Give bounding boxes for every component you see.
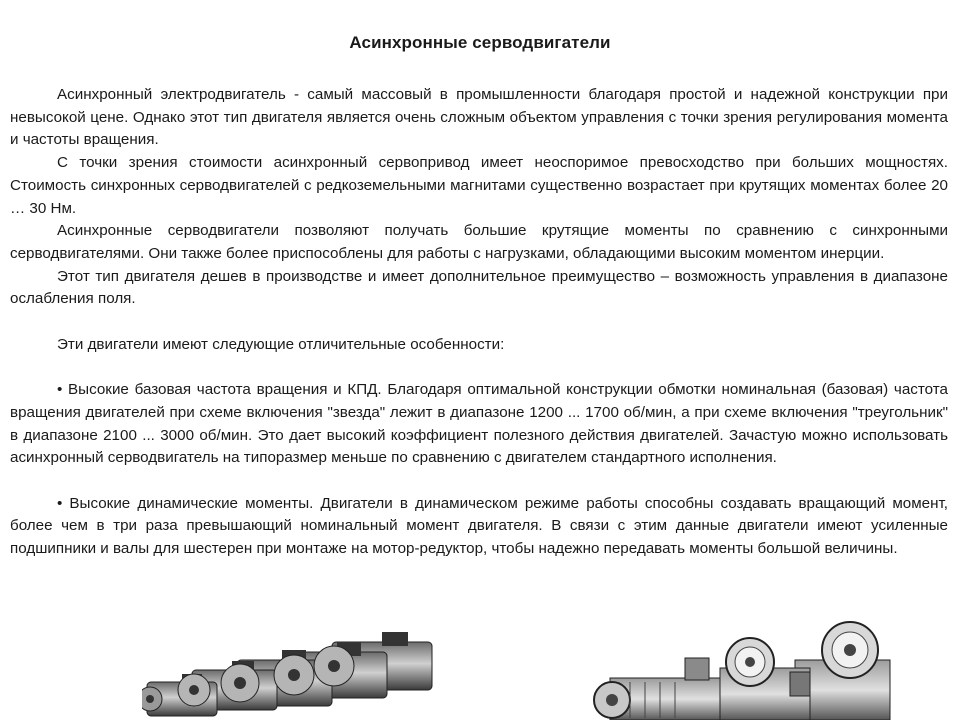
servo-motors-photo xyxy=(142,630,442,720)
paragraph-cost: С точки зрения стоимости асинхронный сервопривод имеет неоспоримое превосходство при больших мощностях. Стоимость синхронных серводвигателей с редкоземельными магнитами существенно возрастает при крутящих моментах более 20 … 30 Нм. xyxy=(10,154,948,217)
body-text xyxy=(10,84,948,561)
industrial-motors-photo xyxy=(590,620,900,720)
paragraph-production: Этот тип двигателя дешев в производстве и имеет дополнительное преимущество – возможность управления в диапазоне ослабления поля. xyxy=(10,267,948,308)
paragraph-intro: Асинхронный электродвигатель - самый массовый в промышленности благодаря простой и надежной конструкции при невысокой цене. Однако этот тип двигателя является очень сложным объектом управления с точки зрения регулирования момента и частоты вращения. xyxy=(10,86,948,149)
bullet-dynamic-torque: • Высокие динамические моменты. Двигатели в динамическом режиме работы способны создавать вращающий момент, более чем в три раза превышающий номинальный момент двигателя. В связи с этим данные двигатели имеют усиленные подшипники и валы для шестерен при монтаже на мотор-редуктор, чтобы надежно передавать моменты большой величины. xyxy=(10,494,948,558)
motor-photos xyxy=(0,620,960,720)
page-title: Асинхронные серводвигатели xyxy=(349,33,611,52)
paragraph-features-heading: Эти двигатели имеют следующие отличительные особенности: xyxy=(57,335,505,353)
bullet-speed-efficiency: • Высокие базовая частота вращения и КПД. Благодаря оптимальной конструкции обмотки номинальная (базовая) частота вращения двигателей при схеме включения "звезда" лежит в диапазоне 1200 ... 1700 об/мин, а при схеме включения "треугольник" в диапазоне 2100 ... 3000 об/мин. Это дает высокий коэффициент полезного действия двигателей. Зачастую можно использовать асинхронный серводвигатель на типоразмер меньше по сравнению с двигателем стандартного исполнения. xyxy=(10,381,948,467)
paragraph-torque: Асинхронные серводвигатели позволяют получать большие крутящие моменты по сравнению с синхронными серводвигателями. Они также более приспособлены для работы с нагрузками, обладающими высоким моментом инерции. xyxy=(10,222,948,262)
